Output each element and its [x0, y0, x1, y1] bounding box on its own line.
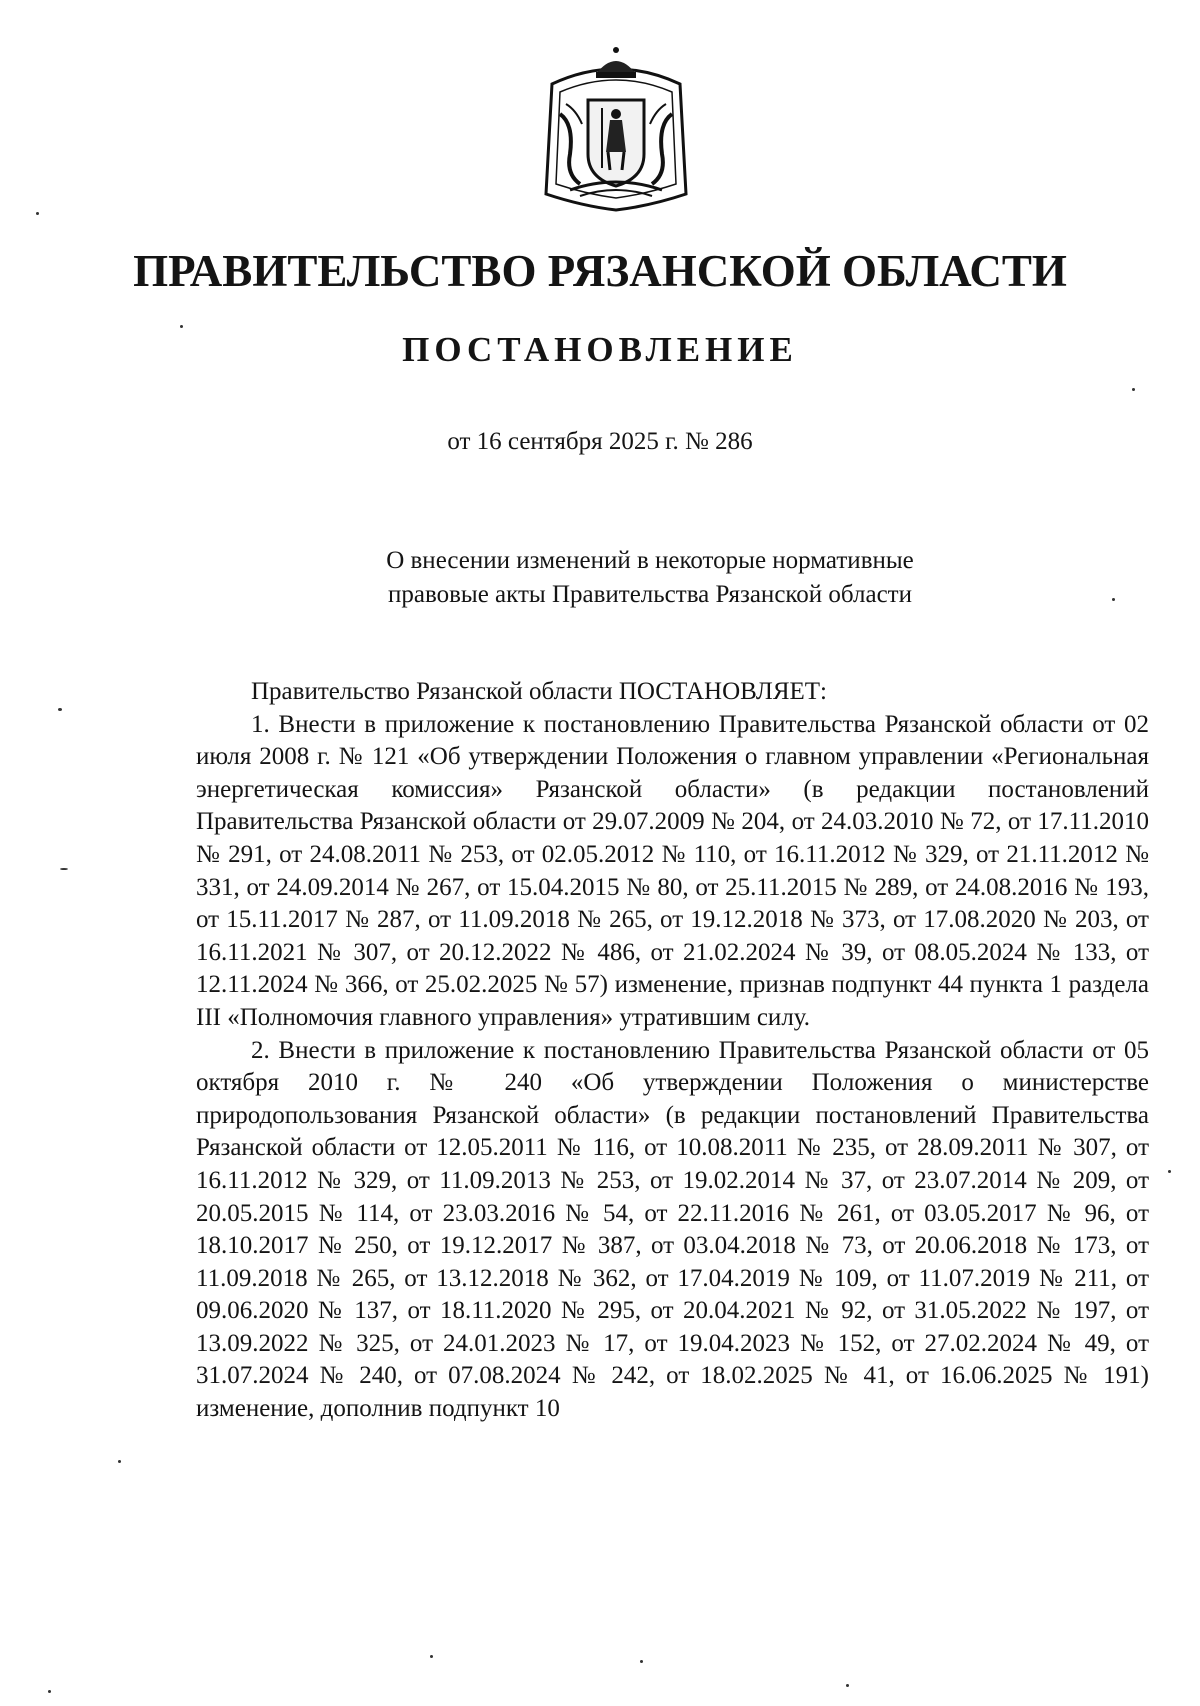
scan-speck [58, 708, 62, 711]
scan-speck [48, 1690, 51, 1693]
scan-speck [1132, 388, 1135, 391]
scan-speck [1112, 598, 1115, 601]
scan-speck [1168, 1170, 1171, 1173]
resolution-item-2: 2. Внести в приложение к постановлению Правительства Рязанской области от 05 октября 2010 г. № 240 «Об утверждении Положения о министерстве природопользования Рязанской области» (в редакции постановлений Правительства Рязанской области от 12.05.2011 № 116, от 10.08.2011 № 235, от 28.09.2011 № 307, от 16.11.2012 № 329, от 11.09.2013 № 253, от 19.02.2014 № 37, от 23.07.2014 № 209, от 20.05.2015 № 114, от 23.03.2016 № 54, от 22.11.2016 № 261, от 03.05.2017 № 96, от 18.10.2017 № 250, от 19.12.2017 № 387, от 03.04.2018 № 73, от 20.06.2018 № 173, от 11.09.2018 № 265, от 13.12.2018 № 362, от 17.04.2019 № 109, от 11.07.2019 № 211, от 09.06.2020 № 137, от 18.11.2020 № 295, от 20.04.2021 № 92, от 31.05.2022 № 197, от 13.09.2022 № 325, от 24.01.2023 № 17, от 19.04.2023 № 152, от 27.02.2024 № 49, от 31.07.2024 № 240, от 07.08.2024 № 242, от 18.02.2025 № 41, от 16.06.2025 № 191) изменение, дополнив подпункт 10 [196, 1036, 1149, 1423]
resolution-intro: Правительство Рязанской области ПОСТАНОВЛЯЕТ: [251, 678, 827, 705]
scan-speck [36, 212, 39, 215]
resolution-item-1: 1. Внести в приложение к постановлению Правительства Рязанской области от 02 июля 2008 г. № 121 «Об утверждении Положения о главном управлении «Региональная энергетическая комиссия» Рязанской области» (в редакции постановлений Правительства Рязанской области от 29.07.2009 № 204, от 24.03.2010 № 72, от 17.11.2010 № 291, от 24.08.2011 № 253, от 02.05.2012 № 110, от 16.11.2012 № 329, от 21.11.2012 № 331, от 24.09.2014 № 267, от 15.04.2015 № 80, от 25.11.2015 № 289, от 24.08.2016 № 193, от 15.11.2017 № 287, от 11.09.2018 № 265, от 19.12.2018 № 373, от 17.08.2020 № 203, от 16.11.2021 № 307, от 20.12.2022 № 486, от 21.02.2024 № 39, от 08.05.2024 № 133, от 12.11.2024 № 366, от 25.02.2025 № 57) изменение, признав подпункт 44 пункта 1 раздела III «Полномочия главного управления» утратившим силу. [196, 710, 1149, 1031]
scan-speck [180, 325, 183, 328]
scan-speck [640, 1660, 643, 1663]
scan-speck [60, 868, 68, 870]
subject-line-1: О внесении изменений в некоторые нормативные [386, 547, 914, 574]
scan-speck [846, 1684, 849, 1687]
coat-of-arms-icon [540, 44, 692, 214]
subject-line-2: правовые акты Правительства Рязанской области [388, 581, 912, 608]
document-date-number: от 16 сентября 2025 г. № 286 [447, 428, 753, 455]
document-subject [340, 544, 960, 612]
document-body [196, 676, 1149, 1426]
government-title: ПРАВИТЕЛЬСТВО РЯЗАНСКОЙ ОБЛАСТИ [133, 246, 1067, 296]
scan-speck [430, 1655, 433, 1658]
document-type: ПОСТАНОВЛЕНИЕ [402, 330, 798, 369]
scan-speck [118, 1460, 121, 1463]
